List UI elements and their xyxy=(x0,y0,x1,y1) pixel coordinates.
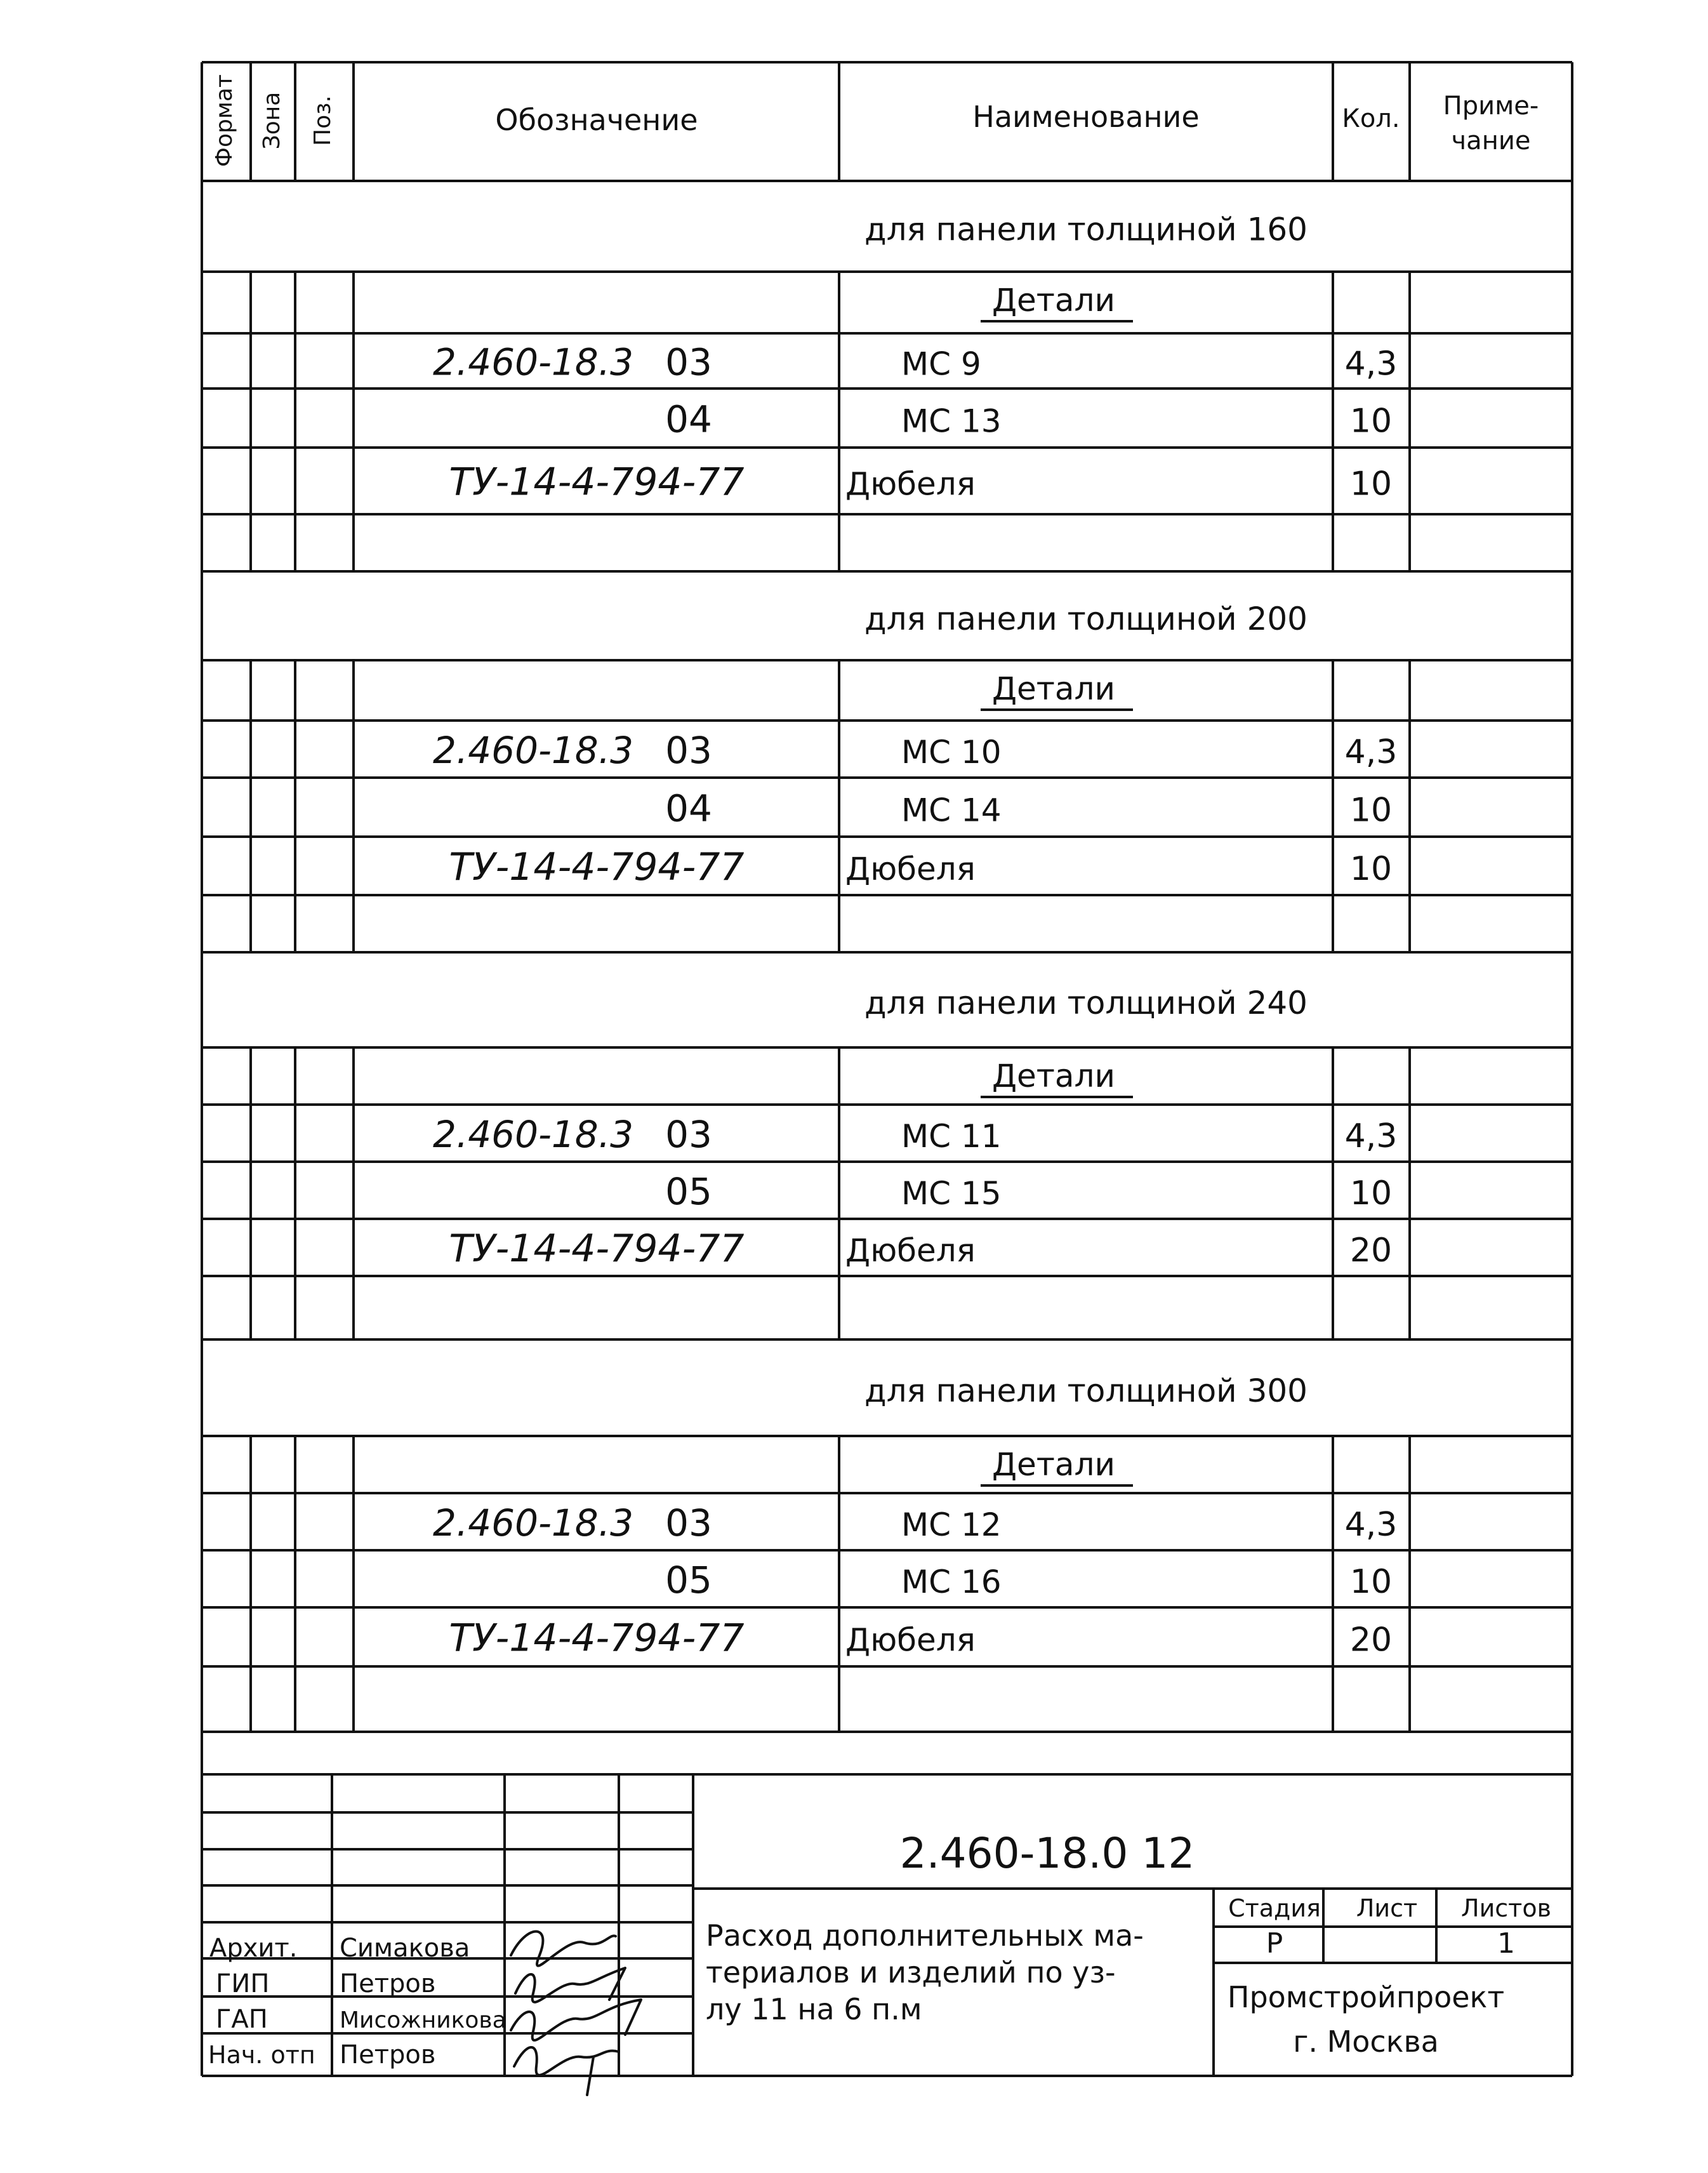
name-cell: МС 11 xyxy=(901,1118,1002,1155)
signatory-name-4: Петров xyxy=(340,2040,436,2070)
designation-cell: 2.460-18.3 xyxy=(432,729,634,772)
description-line-2: териалов и изделий по уз- xyxy=(706,1955,1116,1990)
header-qty: Кол. xyxy=(1342,104,1400,133)
section-subheader: Детали xyxy=(991,282,1116,319)
section-title: для панели толщиной 240 xyxy=(864,985,1307,1021)
qty-cell: 10 xyxy=(1349,465,1393,503)
signatory-role-1: Архит. xyxy=(209,1934,298,1963)
section-title: для панели толщиной 200 xyxy=(864,601,1307,637)
qty-cell: 10 xyxy=(1349,1174,1393,1213)
qty-cell: 10 xyxy=(1349,850,1393,888)
designation-cell: ТУ-14-4-794-77 xyxy=(449,845,745,889)
table-content xyxy=(211,74,1539,1661)
designation-suffix: 03 xyxy=(665,340,712,384)
header-pos: Поз. xyxy=(310,95,336,146)
designation-cell: 2.460-18.3 xyxy=(432,340,634,384)
sheets-label: Листов xyxy=(1461,1894,1551,1922)
name-cell: МС 14 xyxy=(901,792,1002,829)
description-line-1: Расход дополнительных ма- xyxy=(706,1918,1144,1953)
signatory-name-1: Симакова xyxy=(340,1934,470,1963)
signatory-role-4: Нач. отп xyxy=(208,2041,315,2069)
name-cell: Дюбеля xyxy=(845,465,976,503)
name-cell: МС 13 xyxy=(901,402,1002,440)
designation-suffix: 04 xyxy=(665,787,712,830)
name-cell: Дюбеля xyxy=(845,851,976,887)
header-designation: Обозначение xyxy=(495,103,698,137)
designation-suffix: 03 xyxy=(665,729,712,772)
name-cell: МС 16 xyxy=(901,1564,1002,1600)
signatory-role-2: ГИП xyxy=(216,1969,270,1998)
signatory-name-3: Мисожникова xyxy=(340,2007,506,2033)
qty-cell: 4,3 xyxy=(1344,733,1398,771)
sheet-label: Лист xyxy=(1356,1894,1418,1922)
header-zone: Зона xyxy=(259,91,285,150)
header-name: Наименование xyxy=(972,100,1200,134)
section-title: для панели толщиной 160 xyxy=(864,211,1307,248)
document-code: 2.460-18.0 12 xyxy=(899,1829,1195,1878)
name-cell: Дюбеля xyxy=(845,1621,976,1659)
qty-cell: 4,3 xyxy=(1344,1506,1398,1544)
name-cell: Дюбеля xyxy=(845,1232,976,1269)
designation-suffix: 03 xyxy=(665,1113,712,1156)
qty-cell: 4,3 xyxy=(1344,345,1398,383)
section-subheader: Детали xyxy=(991,1446,1116,1483)
signature-4 xyxy=(514,2047,619,2095)
designation-cell: ТУ-14-4-794-77 xyxy=(449,460,745,505)
signatory-role-3: ГАП xyxy=(216,2005,268,2034)
header-format: Формат xyxy=(211,74,237,168)
qty-cell: 4,3 xyxy=(1344,1117,1398,1155)
designation-suffix: 03 xyxy=(665,1501,712,1545)
header-note-line-1: Приме- xyxy=(1443,91,1539,121)
qty-cell: 20 xyxy=(1349,1232,1393,1270)
qty-cell: 10 xyxy=(1349,791,1393,830)
qty-cell: 10 xyxy=(1349,1563,1393,1601)
section-subheader: Детали xyxy=(991,1058,1116,1094)
section-title: для панели толщиной 300 xyxy=(864,1372,1307,1409)
stage-label: Стадия xyxy=(1228,1894,1321,1922)
designation-suffix: 04 xyxy=(665,397,712,441)
name-cell: МС 10 xyxy=(901,734,1002,771)
designation-cell: ТУ-14-4-794-77 xyxy=(449,1226,745,1271)
organization-city: г. Москва xyxy=(1293,2024,1439,2059)
header-note-line-2: чание xyxy=(1451,126,1531,156)
designation-cell: 2.460-18.3 xyxy=(432,1501,634,1545)
organization-name: Промстройпроект xyxy=(1227,1980,1505,2014)
signature-1 xyxy=(511,1932,616,1966)
designation-cell: 2.460-18.3 xyxy=(432,1113,634,1156)
designation-suffix: 05 xyxy=(665,1170,712,1213)
qty-cell: 10 xyxy=(1349,402,1393,441)
stage-value: Р xyxy=(1266,1927,1283,1960)
designation-suffix: 05 xyxy=(665,1558,712,1602)
name-cell: МС 9 xyxy=(901,345,981,383)
designation-cell: ТУ-14-4-794-77 xyxy=(449,1616,745,1661)
description-line-3: лу 11 на 6 п.м xyxy=(706,1992,922,2026)
name-cell: МС 12 xyxy=(901,1506,1002,1543)
sheets-value: 1 xyxy=(1497,1927,1515,1960)
name-cell: МС 15 xyxy=(901,1175,1002,1212)
section-subheader: Детали xyxy=(991,670,1116,707)
signatory-name-2: Петров xyxy=(340,1969,436,1998)
qty-cell: 20 xyxy=(1349,1621,1393,1659)
